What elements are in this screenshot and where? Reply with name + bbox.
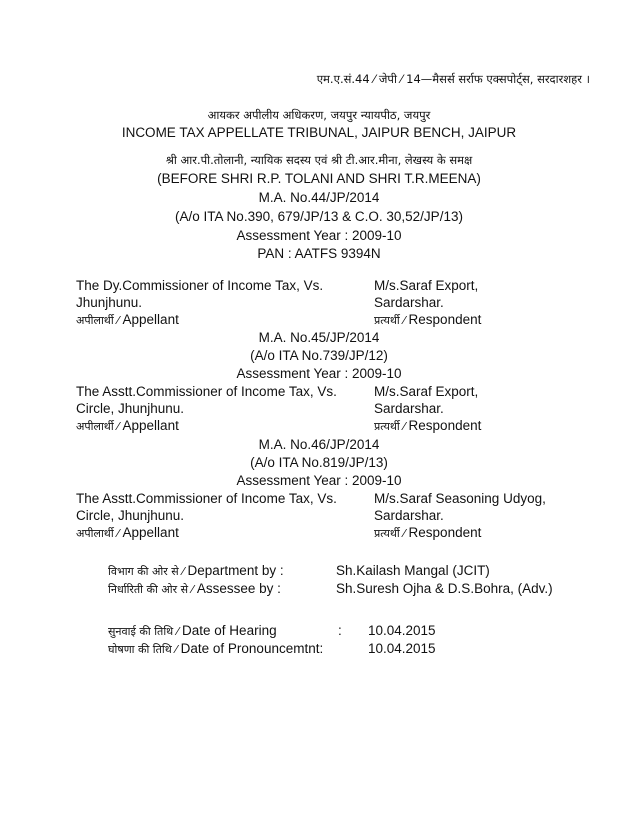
appellant-english-label: Appellant: [122, 312, 179, 327]
hindi-bench-line: श्री आर.पी.तोलानी, न्यायिक सदस्य एवं श्री टी.आर.मीना, लेखस्य के समक्ष: [165, 153, 473, 167]
department-representative: Sh.Kailash Mangal (JCIT): [336, 563, 490, 578]
case-ita-reference: (A/o ITA No.739/JP/12): [250, 348, 388, 363]
respondent-place: Sardarshar.: [374, 508, 444, 523]
pronouncement-date-row: [108, 641, 608, 658]
department-representation: [108, 563, 608, 580]
appellant-label: [76, 312, 179, 328]
appellant-label: [76, 418, 179, 434]
respondent-name: M/s.Saraf Seasoning Udyog,: [374, 491, 546, 506]
assessee-representative: Sh.Suresh Ojha & D.S.Bohra, (Adv.): [336, 581, 553, 596]
hindi-tribunal-title: आयकर अपीलीय अधिकरण, जयपुर न्यायपीठ, जयपुर: [207, 108, 431, 122]
respondent-hindi-label: प्रत्यर्थी ⁄: [374, 314, 409, 327]
case-ma-number: M.A. No.46/JP/2014: [258, 437, 380, 452]
appellant-name: The Dy.Commissioner of Income Tax, Vs.: [76, 278, 324, 293]
hearing-colon: :: [338, 623, 342, 638]
case-ma-number: M.A. No.44/JP/2014: [258, 190, 380, 205]
case-ma-number: M.A. No.45/JP/2014: [258, 330, 380, 345]
appellant-place: Circle, Jhunjhunu.: [76, 401, 185, 416]
appellant-hindi-label: अपीलार्थी ⁄: [76, 420, 123, 433]
appellant-hindi-label: अपीलार्थी ⁄: [76, 527, 123, 540]
hearing-english-label: Date of Hearing: [182, 623, 277, 638]
assessee-hindi-label: निर्धारिती की ओर से ⁄: [108, 583, 197, 596]
respondent-name: M/s.Saraf Export,: [374, 384, 479, 399]
department-label: [108, 563, 284, 579]
case-parties: [76, 491, 596, 542]
appellant-place: Circle, Jhunjhunu.: [76, 508, 185, 523]
pronouncement-date: 10.04.2015: [368, 641, 436, 656]
appellant-place: Jhunjhunu.: [76, 295, 143, 310]
respondent-name: M/s.Saraf Export,: [374, 278, 479, 293]
case-parties: [76, 384, 596, 435]
tribunal-title: INCOME TAX APPELLATE TRIBUNAL, JAIPUR BENCH, JAIPUR: [121, 125, 517, 140]
pronouncement-label: [108, 641, 323, 657]
hearing-label: [108, 623, 277, 639]
appellant-hindi-label: अपीलार्थी ⁄: [76, 314, 123, 327]
case-ita-reference: (A/o ITA No.819/JP/13): [250, 455, 388, 470]
respondent-hindi-label: प्रत्यर्थी ⁄: [374, 527, 409, 540]
respondent-hindi-label: प्रत्यर्थी ⁄: [374, 420, 409, 433]
department-english-label: Department by :: [187, 563, 284, 578]
respondent-english-label: Respondent: [408, 418, 482, 433]
case-assessment-year: Assessment Year : 2009-10: [236, 473, 402, 488]
case-ita-reference: (A/o ITA No.390, 679/JP/13 & C.O. 30,52/JP/13): [175, 209, 463, 224]
department-hindi-label: विभाग की ओर से ⁄: [108, 565, 188, 578]
case-parties: [76, 278, 596, 329]
respondent-place: Sardarshar.: [374, 295, 444, 310]
appellant-label: [76, 525, 179, 541]
hearing-date-row: [108, 623, 608, 640]
assessee-representation: [108, 581, 608, 598]
appellant-name: The Asstt.Commissioner of Income Tax, Vs.: [76, 384, 337, 399]
respondent-place: Sardarshar.: [374, 401, 444, 416]
appellant-english-label: Appellant: [122, 525, 179, 540]
case-pan: PAN : AATFS 9394N: [257, 246, 381, 261]
hearing-hindi-label: सुनवाई की तिथि ⁄: [108, 625, 183, 638]
pronouncement-hindi-label: घोषणा की तिथि ⁄: [108, 643, 181, 656]
respondent-label: [374, 525, 481, 541]
assessee-label: [108, 581, 281, 597]
appellant-english-label: Appellant: [122, 418, 179, 433]
bench-line: (BEFORE SHRI R.P. TOLANI AND SHRI T.R.MEENA): [157, 171, 481, 186]
appellant-name: The Asstt.Commissioner of Income Tax, Vs.: [76, 491, 337, 506]
respondent-english-label: Respondent: [408, 312, 482, 327]
reference-line: एम.ए.सं.44 ⁄ जेपी ⁄ 14—मैसर्स सर्राफ एक्सपोर्ट्स, सरदारशहर ।: [316, 72, 590, 86]
respondent-label: [374, 418, 481, 434]
respondent-english-label: Respondent: [408, 525, 482, 540]
case-assessment-year: Assessment Year : 2009-10: [236, 228, 402, 243]
hearing-date: 10.04.2015: [368, 623, 436, 638]
pronouncement-english-label: Date of Pronouncemtnt:: [180, 641, 324, 656]
assessee-english-label: Assessee by :: [196, 581, 281, 596]
respondent-label: [374, 312, 481, 328]
case-assessment-year: Assessment Year : 2009-10: [236, 366, 402, 381]
